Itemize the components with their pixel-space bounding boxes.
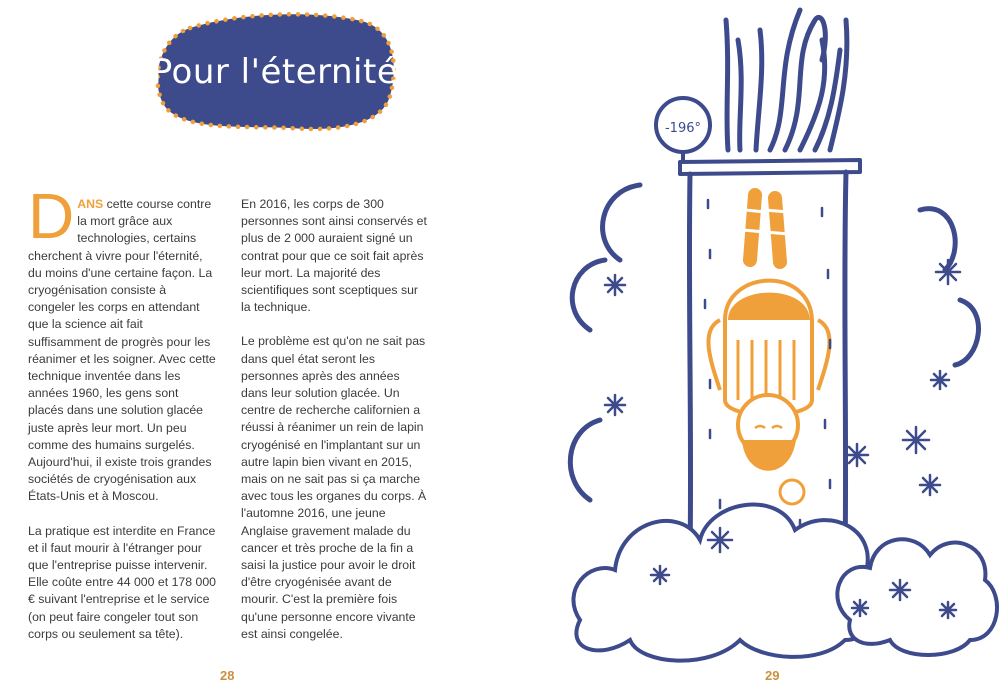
text-column-left bbox=[28, 180, 217, 660]
cryo-tank-illustration bbox=[560, 0, 1000, 690]
gauge-icon bbox=[656, 98, 710, 162]
person-figure bbox=[708, 195, 829, 504]
drop-cap: D bbox=[28, 180, 75, 252]
title-badge bbox=[150, 8, 400, 136]
paragraph: La pratique est interdite en France et il faut mourir à l'étranger pour que l'entreprise puisse intervenir. Elle coûte entre 44 000 et 178 000 € suivant l'entreprise et le service (on peut faire congeler tout son corps ou seulement sa tête). bbox=[28, 523, 217, 641]
paragraph: En 2016, les corps de 300 personnes sont ainsi conservés et plus de 2 000 auraient signé un contrat pour que ce soit fait après leur mort. La majorité des scientifiques sont sceptiques sur la technique. bbox=[241, 197, 427, 315]
page-title: Pour l'éternité bbox=[151, 52, 399, 92]
paragraph: Le problème est qu'on ne sait pas dans quel état seront les personnes après des années dans leur solution glacée. Un centre de recherche californien a réussi à réanimer un rein de lapin cryogénisé en l'implantant sur un autre lapin bien vivant en 2015, mais on ne sait pas si ça marche avec tous les organes du corps. À l'automne 2016, une jeune Anglaise gravement malade du cancer et très proche de la fin a saisi la justice pour avoir le droit d'être cryogénisée avant de mourir. C'est la première fois qu'une personne encore vivante est ainsi congelée. bbox=[241, 334, 427, 641]
page-number-left: 28 bbox=[220, 668, 235, 683]
pipe bbox=[756, 30, 762, 150]
text-column-right bbox=[241, 196, 429, 660]
cloud-icon bbox=[573, 505, 997, 661]
paragraph bbox=[28, 180, 216, 506]
pipe bbox=[726, 20, 728, 150]
gauge-label: -196° bbox=[664, 121, 702, 136]
paragraph-text: cette course contre la mort grâce aux technologies, certains cherchent à vivre pour l'éternité, du moins d'une certaine façon. La cryogénisation consiste à congeler les corps en attendant que la science ait fait suffisamment de progrès pour les réanimer et les soigner. Avec cette technique inventée dans les années 1960, les gens sont placés dans une solution glacée juste après leur mort. Un peu comme des humains surgelés. Aujourd'hui, il existe trois grandes sociétés de cryogénisation aux États-Unis et à Moscou. bbox=[28, 197, 216, 504]
page-number-right: 29 bbox=[765, 668, 780, 683]
lead-word: ANS bbox=[77, 197, 104, 211]
pipe bbox=[738, 40, 741, 150]
